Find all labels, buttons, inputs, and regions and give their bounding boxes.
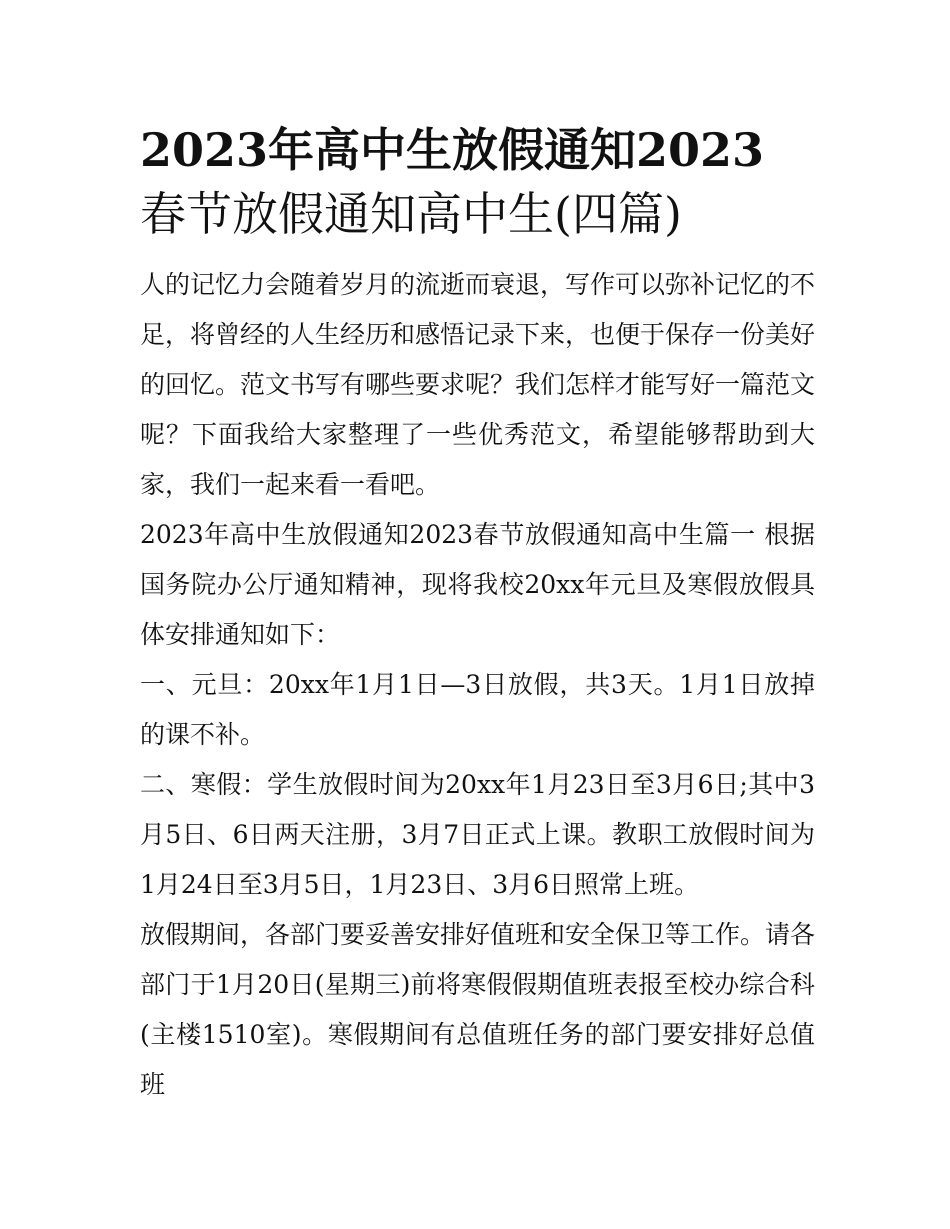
winter-break-paragraph: 二、寒假：学生放假时间为20xx年1月23日至3月6日;其中3月5日、6日两天注册，3月7日正式上课。教职工放假时间为1月24日至3月5日，1月23日、3月6日照常上班。: [140, 770, 815, 899]
document-body: [140, 118, 815, 1110]
notice-paragraph: 2023年高中生放假通知2023春节放假通知高中生篇一 根据国务院办公厅通知精神，现将我校20xx年元旦及寒假放假具体安排通知如下：: [140, 520, 815, 649]
document-title: [140, 118, 815, 246]
title-line-2: 春节放假通知高中生(四篇): [140, 187, 682, 241]
duty-paragraph: 放假期间，各部门要妥善安排好值班和安全保卫等工作。请各部门于1月20日(星期三)前将寒假假期值班表报至校办综合科(主楼1510室)。寒假期间有总值班任务的部门要安排好总值班: [140, 920, 816, 1099]
title-line-1: 2023年高中生放假通知2023: [140, 123, 765, 177]
intro-paragraph: 人的记忆力会随着岁月的流逝而衰退，写作可以弥补记忆的不足，将曾经的人生经历和感悟记录下来，也便于保存一份美好的回忆。范文书写有哪些要求呢？我们怎样才能写好一篇范文呢？下面我给大家整理了一些优秀范文，希望能够帮助到大家，我们一起来看一看吧。: [140, 270, 816, 499]
new-year-paragraph: 一、元旦：20xx年1月1日—3日放假，共3天。1月1日放掉的课不补。: [140, 670, 815, 749]
